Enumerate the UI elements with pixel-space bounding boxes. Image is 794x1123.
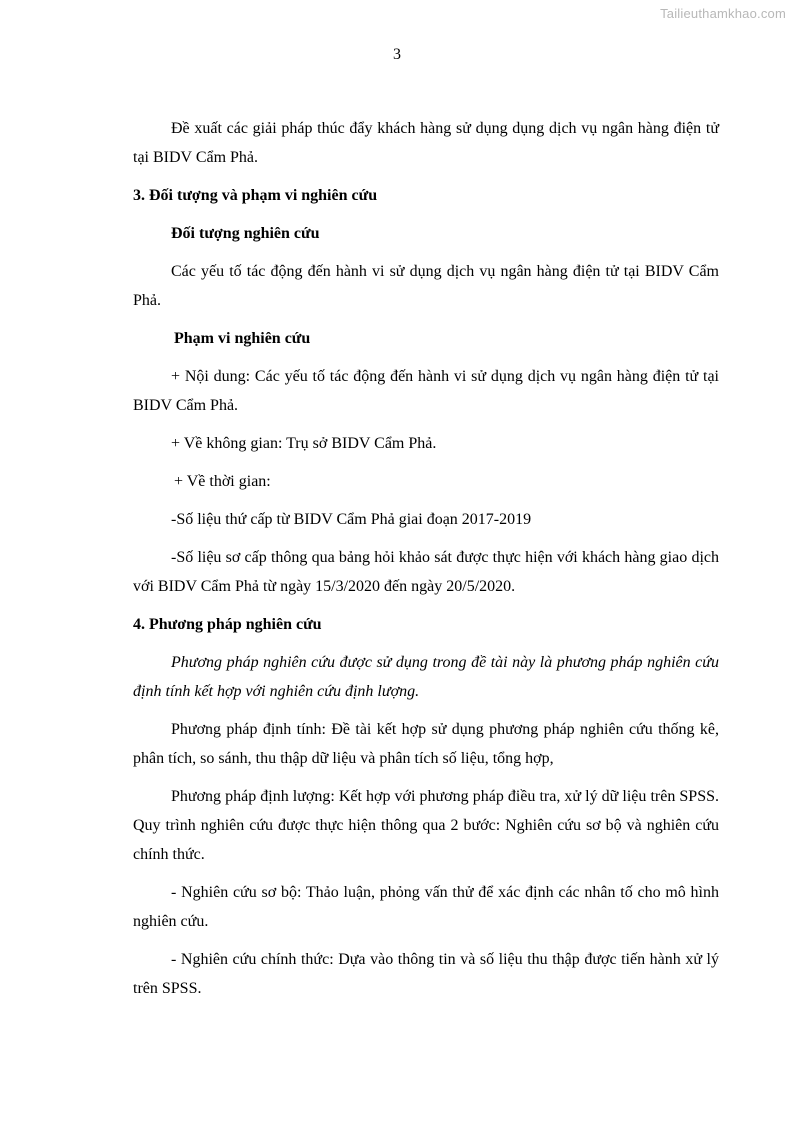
paragraph-scope-time: + Về thời gian: [174,473,271,490]
paragraph-scope-space: + Về không gian: Trụ sở BIDV Cẩm Phả. [171,435,437,452]
document-body [133,114,719,1012]
paragraph-method-intro: Phương pháp nghiên cứu được sử dụng trong đề tài này là phương pháp nghiên cứu định tính kết hợp với nghiên cứu định lượng. [133,654,719,700]
paragraph-research-object: Các yếu tố tác động đến hành vi sử dụng dịch vụ ngân hàng điện tử tại BIDV Cẩm Phả. [133,263,719,309]
watermark-text: Tailieuthamkhao.com [660,6,786,21]
subheading-research-object: Đối tượng nghiên cứu [171,225,320,242]
paragraph-scope-content: + Nội dung: Các yếu tố tác động đến hành vi sử dụng dịch vụ ngân hàng điện tử tại BIDV Cẩm Phả. [133,368,719,414]
paragraph-quantitative: Phương pháp định lượng: Kết hợp với phương pháp điều tra, xử lý dữ liệu trên SPSS. Quy trình nghiên cứu được thực hiện thông qua 2 bước: Nghiên cứu sơ bộ và nghiên cứu chính thức. [133,788,719,863]
subheading-research-scope: Phạm vi nghiên cứu [174,330,311,347]
section-heading-4: 4. Phương pháp nghiên cứu [133,616,322,633]
paragraph-proposal: Đề xuất các giải pháp thúc đẩy khách hàng sử dụng dụng dịch vụ ngân hàng điện tử tại BIDV Cẩm Phả. [133,120,719,166]
section-heading-3: 3. Đối tượng và phạm vi nghiên cứu [133,187,378,204]
paragraph-secondary-data: -Số liệu thứ cấp từ BIDV Cẩm Phả giai đoạn 2017-2019 [171,511,532,528]
paragraph-primary-data: -Số liệu sơ cấp thông qua bảng hỏi khảo sát được thực hiện với khách hàng giao dịch với BIDV Cẩm Phả từ ngày 15/3/2020 đến ngày 20/5/2020. [133,549,719,595]
paragraph-qualitative: Phương pháp định tính: Đề tài kết hợp sử dụng phương pháp nghiên cứu thống kê, phân tích, so sánh, thu thập dữ liệu và phân tích số liệu, tổng hợp, [133,721,719,767]
paragraph-preliminary-research: - Nghiên cứu sơ bộ: Thảo luận, phỏng vấn thử để xác định các nhân tố cho mô hình nghiên cứu. [133,884,719,930]
paragraph-formal-research: - Nghiên cứu chính thức: Dựa vào thông tin và số liệu thu thập được tiến hành xử lý trên SPSS. [133,951,719,997]
page-number: 3 [393,46,401,63]
